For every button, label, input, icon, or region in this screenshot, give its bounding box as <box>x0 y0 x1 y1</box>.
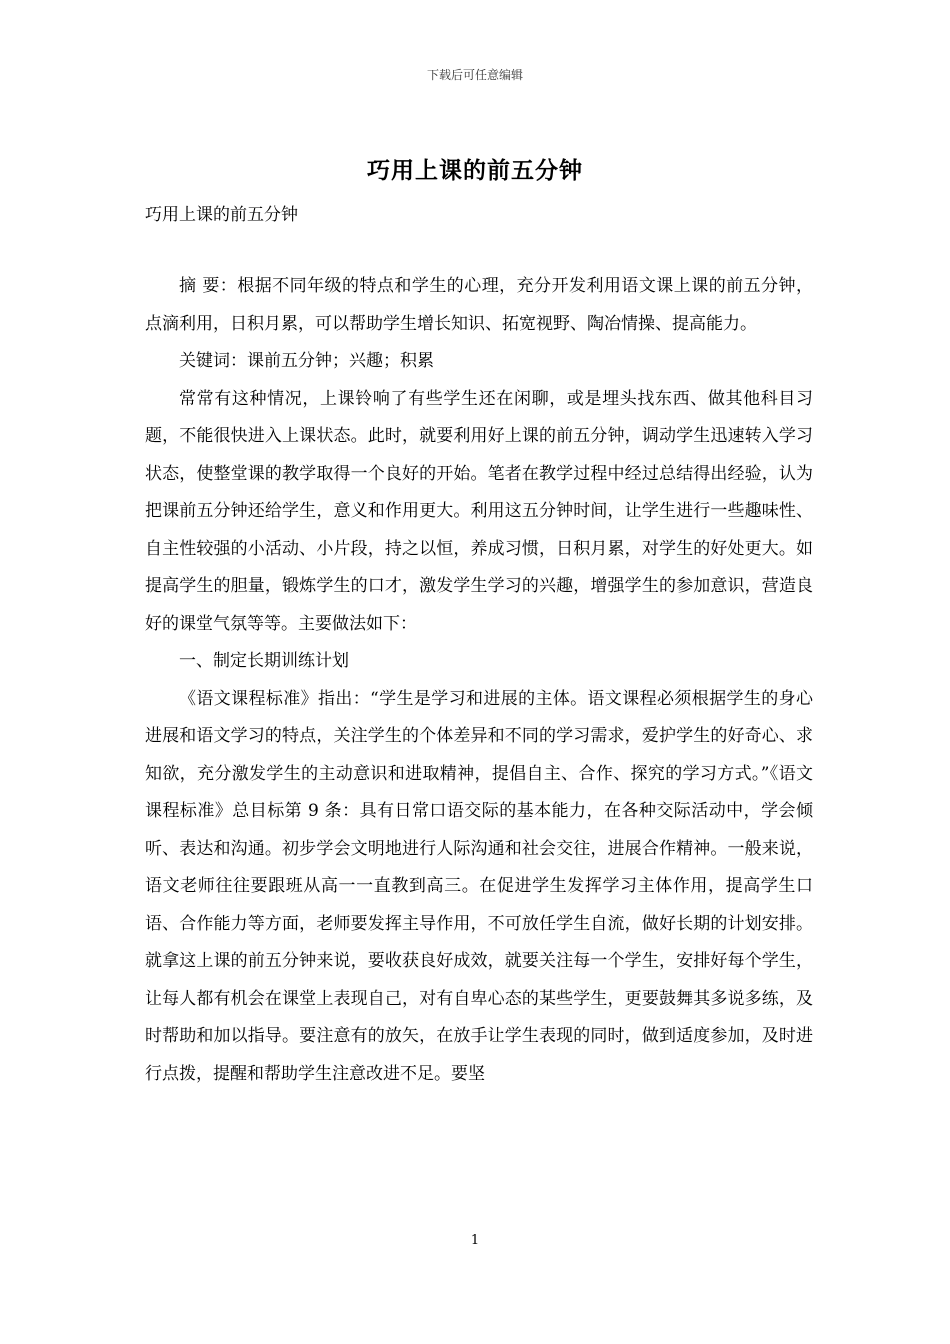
document-subtitle: 巧用上课的前五分钟 <box>145 205 298 225</box>
body-paragraph: 《语文课程标准》指出：“学生是学习和进展的主体。语文课程必须根据学生的身心进展和语文学习的特点，关注学生的个体差异和不同的学习需求，爱护学生的好奇心、求知欲，充分激发学生的主动意识和进取精神，提倡自主、合作、探究的学习方式。”《语文课程标准》总目标第 9 条：具有日常口语交际的基本能力，在各种交际活动中，学会倾听、表达和沟通。初步学会文明地进行人际沟通和社会交往，进展合作精神。一般来说，语文老师往往要跟班从高一一直教到高三。在促进学生发挥学习主体作用，提高学生口语、合作能力等方面，老师要发挥主导作用，不可放任学生自流，做好长期的计划安排。就拿这上课的前五分钟来说，要收获良好成效，就要关注每一个学生，安排好每个学生，让每人都有机会在课堂上表现自己，对有自卑心态的某些学生，更要鼓舞其多说多练，及时帮助和加以指导。要注意有的放矢，在放手让学生表现的同时，做到适度参加，及时进行点拨，提醒和帮助学生注意改进不足。要坚 <box>145 688 813 1084</box>
document-body <box>145 268 813 1093</box>
abstract-paragraph: 摘 要：根据不同年级的特点和学生的心理，充分开发利用语文课上课的前五分钟，点滴利用，日积月累，可以帮助学生增长知识、拓宽视野、陶冶情操、提高能力。 <box>145 276 813 334</box>
page-number: 1 <box>470 1233 480 1248</box>
document-title: 巧用上课的前五分钟 <box>367 157 583 184</box>
body-paragraph: 常常有这种情况，上课铃响了有些学生还在闲聊，或是埋头找东西、做其他科目习题，不能很快进入上课状态。此时，就要利用好上课的前五分钟，调动学生迅速转入学习状态，使整堂课的教学取得一个良好的开始。笔者在教学过程中经过总结得出经验，认为把课前五分钟还给学生，意义和作用更大。利用这五分钟时间，让学生进行一些趣味性、自主性较强的小活动、小片段，持之以恒，养成习惯，日积月累，对学生的好处更大。如提高学生的胆量，锻炼学生的口才，激发学生学习的兴趣，增强学生的参加意识，营造良好的课堂气氛等等。主要做法如下： <box>145 388 813 634</box>
keywords-line: 关键词：课前五分钟；兴趣；积累 <box>179 351 434 371</box>
section-heading: 一、制定长期训练计划 <box>179 651 349 671</box>
header-note: 下载后可任意编辑 <box>426 68 523 82</box>
